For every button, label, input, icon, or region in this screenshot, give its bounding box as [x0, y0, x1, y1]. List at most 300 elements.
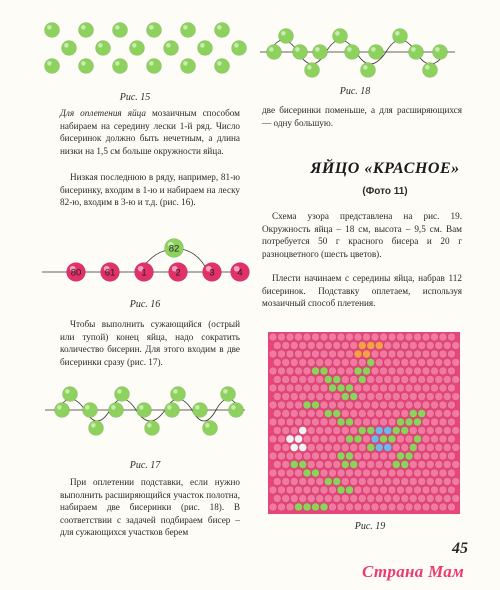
pattern-bead [409, 478, 417, 486]
pattern-bead [358, 444, 366, 452]
bead-highlight [234, 43, 239, 48]
caption-fig-18: Рис. 18 [339, 86, 371, 97]
pattern-bead [401, 342, 409, 350]
pattern-bead [278, 469, 286, 477]
pattern-bead [299, 342, 307, 350]
pattern-bead [401, 478, 409, 486]
pattern-bead [290, 342, 298, 350]
pattern-bead [452, 376, 460, 384]
pattern-bead [435, 342, 443, 350]
pattern-bead [295, 435, 303, 443]
pattern-bead [350, 393, 358, 401]
pattern-bead [443, 478, 451, 486]
pattern-bead [431, 503, 439, 511]
pattern-bead [273, 495, 281, 503]
pattern-bead [273, 342, 281, 350]
pattern-bead [354, 469, 362, 477]
pattern-bead [295, 401, 303, 409]
pattern-bead [312, 418, 320, 426]
pattern-bead [422, 469, 430, 477]
caption-fig-17: Рис. 17 [129, 460, 161, 471]
pattern-bead [418, 359, 426, 367]
pattern-bead [363, 401, 371, 409]
bead-highlight [205, 423, 210, 428]
pattern-bead [316, 410, 324, 418]
pattern-bead [452, 342, 460, 350]
pattern-bead [307, 359, 315, 367]
pattern-bead [269, 350, 277, 358]
pattern-bead [448, 367, 456, 375]
pattern-bead [341, 461, 349, 469]
pattern-bead [324, 444, 332, 452]
pattern-bead [418, 410, 426, 418]
pattern-bead [452, 495, 460, 503]
pattern-bead [388, 367, 396, 375]
pattern-bead [273, 393, 281, 401]
pattern-bead [350, 495, 358, 503]
pattern-bead [341, 359, 349, 367]
pattern-bead [299, 376, 307, 384]
bead-label-2: 2 [175, 267, 181, 279]
bead [113, 59, 128, 74]
pattern-bead [303, 401, 311, 409]
pattern-bead [452, 478, 460, 486]
pattern-bead [363, 333, 371, 341]
pattern-bead [358, 376, 366, 384]
pattern-bead [354, 452, 362, 460]
pattern-bead [278, 486, 286, 494]
pattern-bead [333, 444, 341, 452]
pattern-bead [452, 461, 460, 469]
pattern-bead [295, 418, 303, 426]
pattern-bead [431, 435, 439, 443]
pattern-bead [384, 427, 392, 435]
pattern-bead [295, 452, 303, 460]
pattern-bead [439, 401, 447, 409]
pattern-bead [333, 478, 341, 486]
pattern-bead [350, 478, 358, 486]
pattern-bead [435, 427, 443, 435]
pattern-bead [401, 410, 409, 418]
pattern-bead [329, 469, 337, 477]
bead [62, 41, 77, 56]
pattern-bead [418, 376, 426, 384]
pattern-bead [295, 333, 303, 341]
bead-highlight [281, 31, 286, 36]
pattern-bead [269, 401, 277, 409]
pattern-bead [354, 418, 362, 426]
pattern-bead [341, 376, 349, 384]
pattern-bead [426, 495, 434, 503]
pattern-bead [324, 495, 332, 503]
pattern-bead [286, 486, 294, 494]
pattern-bead [426, 393, 434, 401]
section-title: ЯЙЦО «КРАСНОЕ» [310, 160, 460, 177]
pattern-bead [269, 435, 277, 443]
pattern-bead [443, 393, 451, 401]
pattern-bead [380, 486, 388, 494]
bead-highlight [65, 389, 70, 394]
pattern-bead [443, 427, 451, 435]
pattern-bead [401, 393, 409, 401]
intro-italic: Для оплетения яйца [60, 108, 146, 118]
pattern-bead [384, 410, 392, 418]
pattern-bead [269, 333, 277, 341]
pattern-bead [388, 452, 396, 460]
pattern-bead [388, 503, 396, 511]
bead [45, 59, 60, 74]
pattern-bead [452, 393, 460, 401]
pattern-bead [375, 376, 383, 384]
pattern-bead [316, 376, 324, 384]
pattern-bead [312, 435, 320, 443]
pattern-bead [384, 478, 392, 486]
pattern-bead [346, 503, 354, 511]
pattern-bead [375, 444, 383, 452]
pattern-bead [392, 359, 400, 367]
pattern-bead [363, 486, 371, 494]
bead-highlight [425, 65, 430, 70]
pattern-bead [367, 495, 375, 503]
bead [229, 403, 244, 418]
pattern-bead [380, 418, 388, 426]
pattern-bead [312, 350, 320, 358]
pattern-bead [448, 384, 456, 392]
pattern-bead [443, 342, 451, 350]
pattern-bead [452, 427, 460, 435]
pattern-bead [405, 486, 413, 494]
bead-highlight [91, 423, 96, 428]
bead-highlight [315, 47, 320, 52]
pattern-bead [303, 350, 311, 358]
pattern-bead [312, 401, 320, 409]
pattern-bead [273, 359, 281, 367]
bead-highlight [57, 405, 62, 410]
pattern-bead [397, 418, 405, 426]
bead-highlight [166, 43, 171, 48]
pattern-bead [307, 342, 315, 350]
pattern-bead [371, 435, 379, 443]
pattern-bead [286, 350, 294, 358]
intro-rest: мозаичным способом набираем на середину лески 1-й ряд. Число бисеринок должно быть нечетным, а длина низки на 1,5 см больше окружности яйца. [60, 108, 240, 156]
pattern-bead [401, 427, 409, 435]
pattern-bead [397, 333, 405, 341]
pattern-bead [405, 401, 413, 409]
pattern-bead [312, 469, 320, 477]
pattern-bead [346, 333, 354, 341]
pattern-bead [337, 350, 345, 358]
pattern-bead [337, 401, 345, 409]
pattern-bead [363, 503, 371, 511]
bead [165, 403, 180, 418]
pattern-bead [354, 503, 362, 511]
pattern-bead [273, 427, 281, 435]
pattern-bead [316, 393, 324, 401]
pattern-bead [414, 384, 422, 392]
pattern-bead [371, 503, 379, 511]
bead [83, 403, 98, 418]
bead-label-4: 4 [237, 267, 243, 279]
pattern-bead [350, 427, 358, 435]
pattern-bead [307, 461, 315, 469]
pattern-bead [422, 401, 430, 409]
pattern-bead [418, 444, 426, 452]
pattern-bead [431, 401, 439, 409]
caption-fig-16: Рис. 16 [129, 299, 161, 310]
pattern-bead [278, 333, 286, 341]
pattern-bead [414, 401, 422, 409]
pattern-bead [324, 359, 332, 367]
pattern-bead [371, 333, 379, 341]
pattern-bead [397, 350, 405, 358]
pattern-bead [418, 495, 426, 503]
pattern-bead [278, 350, 286, 358]
figure-18-widening [260, 22, 460, 82]
pattern-bead [371, 418, 379, 426]
pattern-bead [282, 461, 290, 469]
pattern-bead [380, 503, 388, 511]
pattern-bead [350, 461, 358, 469]
pattern-bead [418, 461, 426, 469]
pattern-bead [414, 452, 422, 460]
pattern-bead [435, 376, 443, 384]
pattern-bead [443, 376, 451, 384]
pattern-bead [384, 342, 392, 350]
pattern-bead [439, 333, 447, 341]
pattern-bead [426, 461, 434, 469]
pattern-bead [426, 359, 434, 367]
pattern-bead [414, 503, 422, 511]
pattern-bead [290, 444, 298, 452]
pattern-bead [397, 486, 405, 494]
pattern-bead [278, 384, 286, 392]
bead-highlight [217, 61, 222, 66]
pattern-bead [320, 333, 328, 341]
pattern-bead [282, 359, 290, 367]
pattern-bead [269, 367, 277, 375]
pattern-bead [269, 503, 277, 511]
pattern-bead [392, 410, 400, 418]
pattern-bead [273, 444, 281, 452]
pattern-bead [346, 452, 354, 460]
pattern-bead [303, 333, 311, 341]
pattern-bead [397, 384, 405, 392]
pattern-bead [320, 350, 328, 358]
pattern-bead [290, 393, 298, 401]
pattern-bead [316, 427, 324, 435]
pattern-bead [307, 478, 315, 486]
pattern-bead [431, 486, 439, 494]
pattern-bead [320, 486, 328, 494]
pattern-bead [384, 359, 392, 367]
pattern-bead [346, 469, 354, 477]
pattern-bead [333, 376, 341, 384]
pattern-bead [367, 461, 375, 469]
pattern-bead [426, 376, 434, 384]
site-watermark: Страна Мам [362, 562, 465, 581]
pattern-bead [431, 333, 439, 341]
bead-highlight [173, 389, 178, 394]
bead [361, 63, 376, 78]
pattern-bead [303, 452, 311, 460]
pattern-bead [324, 342, 332, 350]
pattern-bead [426, 427, 434, 435]
bead [115, 387, 130, 402]
pattern-bead [431, 469, 439, 477]
pattern-bead [299, 359, 307, 367]
pattern-bead [303, 384, 311, 392]
pattern-bead [367, 410, 375, 418]
pattern-bead [290, 478, 298, 486]
bead [45, 23, 60, 38]
pattern-bead [282, 342, 290, 350]
pattern-bead [282, 444, 290, 452]
pattern-bead [337, 486, 345, 494]
paragraph-pattern: Схема узора представлена на рис. 19. Окружность яйца – 18 см, высота – 9,5 см. Вам потребуется 50 г красного бисера и 20 г разноцветного (шесть цветов). [262, 211, 462, 259]
pattern-bead [286, 503, 294, 511]
pattern-bead [269, 452, 277, 460]
bead-highlight [217, 25, 222, 30]
pattern-bead [363, 418, 371, 426]
bead [193, 403, 208, 418]
pattern-bead [448, 418, 456, 426]
pattern-bead [320, 469, 328, 477]
pattern-bead [431, 367, 439, 375]
figure-19-bead-pattern [268, 332, 460, 514]
pattern-bead [286, 435, 294, 443]
pattern-bead [401, 461, 409, 469]
pattern-bead [439, 486, 447, 494]
pattern-bead [303, 469, 311, 477]
pattern-bead [337, 452, 345, 460]
pattern-bead [375, 359, 383, 367]
pattern-bead [286, 384, 294, 392]
pattern-bead [320, 418, 328, 426]
pattern-bead [333, 461, 341, 469]
pattern-bead [329, 486, 337, 494]
bead [89, 421, 104, 436]
pattern-bead [363, 452, 371, 460]
bead-highlight [64, 43, 69, 48]
bead [267, 45, 282, 60]
bead-label-3: 3 [209, 267, 215, 279]
pattern-bead [439, 469, 447, 477]
bead [279, 29, 294, 44]
pattern-bead [384, 376, 392, 384]
bead-highlight [347, 47, 352, 52]
pattern-bead [439, 435, 447, 443]
bead-highlight [231, 405, 236, 410]
pattern-bead [405, 452, 413, 460]
pattern-bead [316, 495, 324, 503]
pattern-bead [380, 452, 388, 460]
bead [369, 45, 384, 60]
pattern-bead [358, 427, 366, 435]
pattern-bead [316, 461, 324, 469]
pattern-bead [346, 418, 354, 426]
bead-label-top: 82 [168, 243, 180, 255]
bead [293, 45, 308, 60]
pattern-bead [329, 452, 337, 460]
pattern-bead [337, 384, 345, 392]
pattern-bead [392, 461, 400, 469]
pattern-bead [375, 495, 383, 503]
bead-highlight [307, 65, 312, 70]
bead [215, 59, 230, 74]
pattern-bead [358, 359, 366, 367]
bead-highlight [411, 47, 416, 52]
pattern-bead [371, 486, 379, 494]
pattern-bead [346, 401, 354, 409]
pattern-bead [388, 435, 396, 443]
pattern-bead [358, 495, 366, 503]
bead-highlight [363, 65, 368, 70]
bead-highlight [117, 389, 122, 394]
pattern-bead [329, 503, 337, 511]
pattern-bead [354, 350, 362, 358]
pattern-bead [363, 367, 371, 375]
pattern-bead [354, 401, 362, 409]
pattern-bead [286, 452, 294, 460]
bead [55, 403, 70, 418]
pattern-bead [422, 435, 430, 443]
pattern-bead [341, 478, 349, 486]
bead-highlight [200, 43, 205, 48]
bead-highlight [183, 25, 188, 30]
bead [333, 29, 348, 44]
pattern-bead [341, 444, 349, 452]
pattern-bead [375, 478, 383, 486]
pattern-bead [388, 401, 396, 409]
pattern-bead [405, 367, 413, 375]
pattern-bead [354, 435, 362, 443]
bead-highlight [98, 43, 103, 48]
pattern-bead [405, 333, 413, 341]
pattern-bead [290, 495, 298, 503]
pattern-bead [350, 342, 358, 350]
pattern-bead [282, 376, 290, 384]
pattern-bead [307, 444, 315, 452]
pattern-bead [278, 452, 286, 460]
pattern-bead [329, 384, 337, 392]
pattern-bead [282, 410, 290, 418]
pattern-bead [443, 359, 451, 367]
caption-fig-15: Рис. 15 [119, 92, 151, 103]
pattern-bead [435, 478, 443, 486]
pattern-bead [405, 435, 413, 443]
pattern-bead [329, 435, 337, 443]
pattern-bead [358, 410, 366, 418]
pattern-bead [409, 376, 417, 384]
bead [433, 45, 448, 60]
pattern-bead [426, 478, 434, 486]
figure-16-bead-row [40, 235, 250, 295]
pattern-bead [439, 452, 447, 460]
pattern-bead [320, 367, 328, 375]
pattern-bead [329, 350, 337, 358]
pattern-bead [290, 376, 298, 384]
pattern-bead [452, 444, 460, 452]
bead-highlight [435, 47, 440, 52]
pattern-bead [418, 393, 426, 401]
figure-17-narrowing [40, 380, 250, 450]
bead [79, 59, 94, 74]
bead [171, 387, 186, 402]
pattern-bead [422, 350, 430, 358]
pattern-bead [295, 503, 303, 511]
pattern-bead [448, 350, 456, 358]
bead [305, 63, 320, 78]
